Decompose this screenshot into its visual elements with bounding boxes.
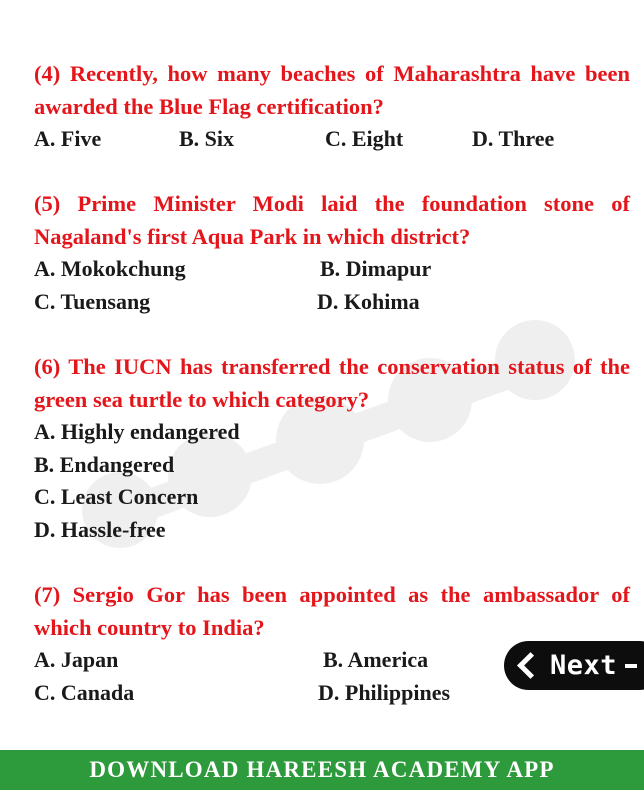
option-a: A. Japan bbox=[34, 647, 119, 672]
option-d: D. Kohima bbox=[317, 288, 420, 314]
option-b: B. Six bbox=[179, 126, 235, 151]
next-button-label: Next bbox=[550, 650, 618, 681]
option-c: C. Tuensang bbox=[34, 288, 151, 314]
download-app-banner[interactable] bbox=[0, 750, 644, 790]
question-text: (4) Recently, how many beaches of Maharashtra have been awarded the Blue Flag certification? bbox=[34, 61, 630, 119]
chevron-left-icon bbox=[517, 652, 544, 679]
option-b: B. Dimapur bbox=[320, 256, 432, 281]
option-d: D. Philippines bbox=[318, 679, 451, 705]
option-b: B. Endangered bbox=[34, 451, 175, 477]
question-block-6 bbox=[34, 351, 630, 546]
option-c: C. Eight bbox=[325, 126, 404, 151]
arrow-dash-icon bbox=[625, 664, 637, 668]
question-text: (5) Prime Minister Modi laid the foundation stone of Nagaland's first Aqua Park in which district? bbox=[34, 191, 630, 249]
option-a: A. Highly endangered bbox=[34, 419, 240, 444]
option-a: A. Mokokchung bbox=[34, 256, 186, 281]
option-a: A. Five bbox=[34, 126, 102, 151]
options-row bbox=[34, 123, 630, 156]
question-block-5 bbox=[34, 188, 630, 318]
question-block-4 bbox=[34, 58, 630, 156]
next-button[interactable] bbox=[504, 641, 644, 690]
option-b: B. America bbox=[323, 647, 429, 672]
option-c: C. Canada bbox=[34, 679, 135, 705]
options-row bbox=[34, 253, 630, 286]
option-d: D. Three bbox=[472, 126, 555, 151]
option-d: D. Hassle-free bbox=[34, 516, 166, 542]
download-app-text: DOWNLOAD HAREESH ACADEMY APP bbox=[89, 757, 555, 782]
option-c: C. Least Concern bbox=[34, 484, 199, 509]
question-text: (6) The IUCN has transferred the conservation status of the green sea turtle to which category? bbox=[34, 354, 630, 412]
question-text: (7) Sergio Gor has been appointed as the ambassador of which country to India? bbox=[34, 582, 630, 640]
options-row bbox=[34, 286, 630, 319]
